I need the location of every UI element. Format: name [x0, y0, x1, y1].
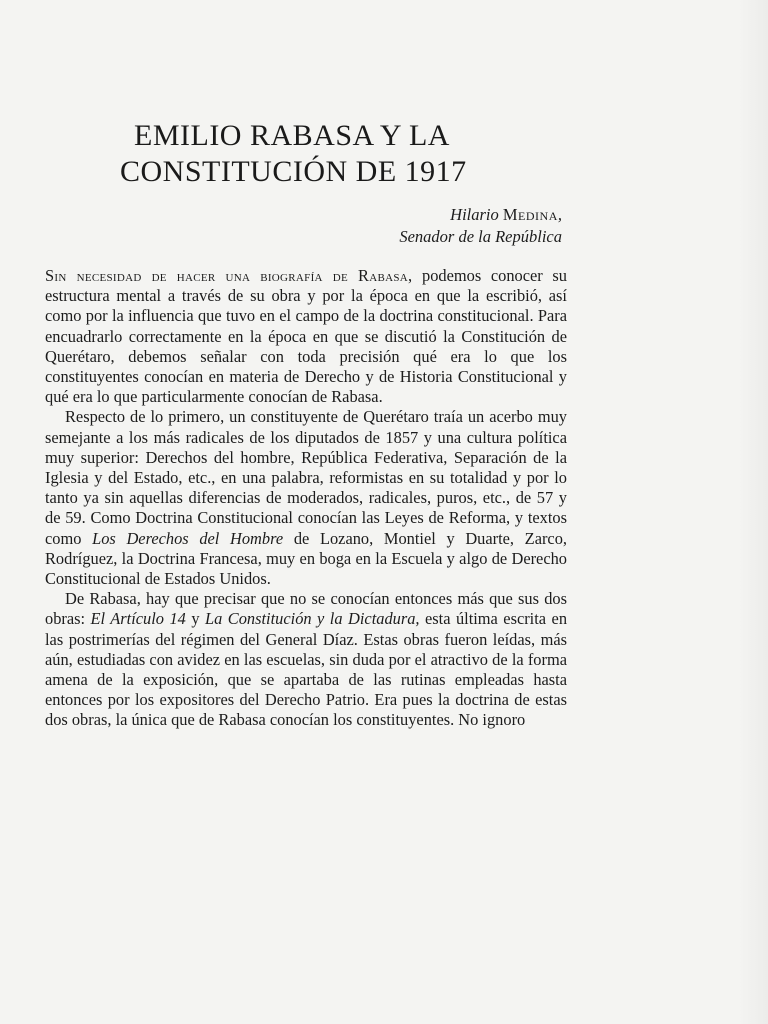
author-byline: [399, 204, 562, 248]
article-body: [45, 266, 567, 731]
paragraph-1-text: podemos conocer su estructura mental a través de su obra y por la época en que la escribió, así como por la influencia que tuvo en el campo de la doctrina constitucional. Para encuadrarlo correctamente en la época en que se discutió la Constitución de Querétaro, debemos señalar con toda precisión qué era lo que los constituyentes conocían en materia de Derecho y de Historia Constitucional y qué era lo que particularmente conocían de Rabasa.: [45, 266, 567, 407]
article-title: [120, 118, 540, 190]
paragraph-3-book-title-1: El Artículo 14: [90, 609, 186, 629]
paragraph-2-text-b: de Lozano, Montiel y Duarte, Zarco, Rodríguez, la Doctrina Francesa, muy en boga en la Escuela y algo de Derecho Constitucional de Estados Unidos.: [45, 528, 567, 589]
paragraph-3-text-mid: y: [185, 609, 206, 629]
author-surname: Medina: [502, 205, 558, 224]
paragraph-3-text-a: De Rabasa, hay que precisar que no se conocían entonces más que sus dos obras:: [45, 589, 567, 629]
title-line-2: CONSTITUCIÓN DE 1917: [120, 155, 467, 188]
paragraph-2-book-title: Los Derechos del Hombre: [92, 528, 284, 548]
author-name: [399, 204, 562, 226]
paragraph-1-lead: Sin necesidad de hacer una biografía de Rabasa,: [45, 266, 413, 285]
paragraph-3: [45, 589, 567, 730]
paragraph-1: [45, 266, 567, 407]
page-edge-shadow: [738, 0, 768, 1024]
author-given-name: Hilario: [450, 205, 503, 224]
author-role: Senador de la República: [399, 227, 562, 246]
paragraph-3-book-title-2: La Constitución y la Dictadura,: [205, 609, 420, 629]
paragraph-2-text-a: Respecto de lo primero, un constituyente de Querétaro traía un acerbo muy semejante a los más radicales de los diputados de 1857 y una cultura política muy superior: Derechos del hombre, República Federativa, Separación de la Iglesia y del Estado, etc., en una palabra, reformistas en su totalidad y por lo tanto ya sin aquellas diferencias de moderados, radicales, puros, etc., de 57 y de 59. Como Doctrina Constitucional conocían las Leyes de Reforma, y textos como: [45, 407, 567, 548]
paragraph-3-text-b: esta última escrita en las postrimerías del régimen del General Díaz. Estas obras fueron leídas, más aún, estudiadas con avidez en las escuelas, sin duda por el atractivo de la forma amena de la exposición, que se apartaba de las rutinas empleadas hasta entonces por los expositores del Derecho Patrio. Era pues la doctrina de estas dos obras, la única que de Rabasa conocían los constituyentes. No ignoro: [45, 609, 568, 730]
title-line-1: EMILIO RABASA Y LA: [134, 119, 450, 152]
author-comma: ,: [557, 205, 562, 224]
paragraph-2: [45, 407, 567, 589]
